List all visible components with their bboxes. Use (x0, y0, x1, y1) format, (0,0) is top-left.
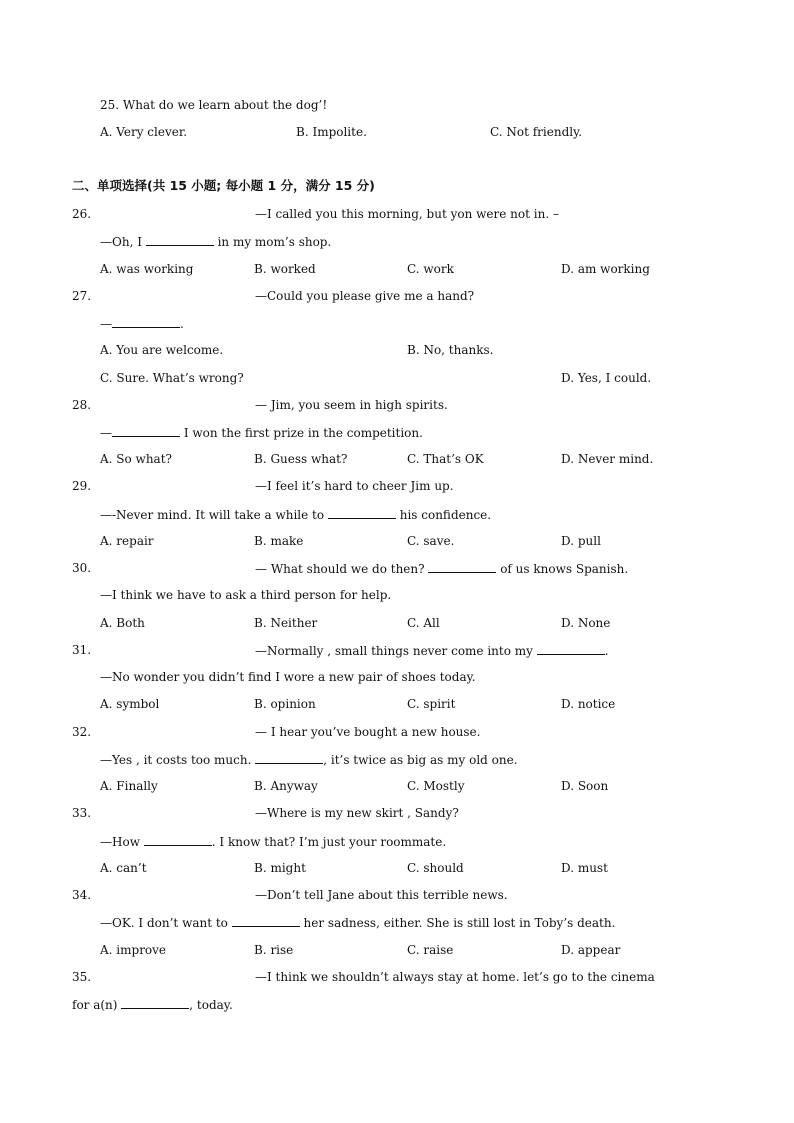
option-d: D. notice (561, 697, 616, 711)
response-text-before: —OK. I don’t want to (100, 916, 232, 930)
question-response: —I think we have to ask a third person for help. (100, 588, 392, 602)
question-response (100, 315, 184, 332)
prompt-text-after: of us knows Spanish. (496, 562, 629, 576)
question-number: 30. (72, 561, 92, 575)
response-text-after: . I know that? I’m just your roommate. (211, 835, 447, 849)
question-response (72, 996, 233, 1013)
option-b: B. Neither (254, 616, 318, 630)
answer-blank (328, 506, 396, 519)
question-number: 28. (72, 398, 92, 412)
answer-blank (112, 315, 180, 328)
option-d: D. pull (561, 534, 601, 548)
response-text-after: . (180, 317, 184, 331)
response-text-after: I won the first prize in the competition. (180, 426, 423, 440)
response-text-before: — (100, 426, 112, 440)
question-response (100, 914, 615, 931)
option-c: C. save. (407, 534, 455, 548)
question-prompt: —Where is my new skirt , Sandy? (255, 806, 459, 820)
response-text-before: — (100, 317, 112, 331)
option-a: A. Finally (100, 779, 158, 793)
q25-option-b: B. Impolite. (296, 125, 367, 139)
option-a: A. Both (100, 616, 145, 630)
option-d: D. appear (561, 943, 621, 957)
question-response (100, 233, 331, 250)
response-text-after: in my mom’s shop. (213, 235, 332, 249)
option-b: B. make (254, 534, 304, 548)
option-d: D. Soon (561, 779, 609, 793)
response-text-after: her sadness, either. She is still lost in Toby’s death. (299, 916, 616, 930)
question-number: 27. (72, 289, 92, 303)
option-a: A. symbol (100, 697, 160, 711)
option-c: C. spirit (407, 697, 456, 711)
option-c: C. That’s OK (407, 452, 484, 466)
option-a: A. improve (100, 943, 167, 957)
q25-option-a: A. Very clever. (100, 125, 188, 139)
option-c: C. should (407, 861, 464, 875)
question-response (100, 751, 518, 768)
response-text-after: his confidence. (395, 508, 492, 522)
option-d: D. Never mind. (561, 452, 654, 466)
option-b: B. No, thanks. (407, 343, 494, 357)
question-response (100, 424, 423, 441)
answer-blank (144, 833, 212, 846)
option-a: A. You are welcome. (100, 343, 224, 357)
question-response (100, 506, 491, 523)
question-number: 35. (72, 970, 92, 984)
question-prompt: —I feel it’s hard to cheer Jim up. (255, 479, 454, 493)
response-text-after: , today. (189, 998, 233, 1012)
question-prompt: —I think we shouldn’t always stay at home. let’s go to the cinema (255, 970, 655, 984)
option-a: A. repair (100, 534, 154, 548)
question-response (100, 833, 446, 850)
question-prompt (255, 642, 609, 659)
option-c: C. Sure. What’s wrong? (100, 371, 244, 385)
option-d: D. am working (561, 262, 650, 276)
question-prompt: — I hear you’ve bought a new house. (255, 725, 481, 739)
answer-blank (537, 642, 605, 655)
question-25-text: 25. What do we learn about the dog’! (100, 98, 328, 112)
answer-blank (146, 233, 214, 246)
option-a: A. was working (100, 262, 194, 276)
question-prompt: —Don’t tell Jane about this terrible news. (255, 888, 508, 902)
section-heading: 二、单项选择(共 15 小题; 每小题 1 分，满分 15 分) (72, 178, 375, 193)
prompt-text-after: . (604, 644, 609, 658)
answer-blank (232, 914, 300, 927)
option-b: B. Anyway (254, 779, 318, 793)
response-text-before: —How (100, 835, 144, 849)
option-d: D. must (561, 861, 608, 875)
option-b: B. might (254, 861, 306, 875)
q25-option-c: C. Not friendly. (490, 125, 583, 139)
option-c: C. Mostly (407, 779, 465, 793)
response-text-before: —Yes , it costs too much. (100, 753, 256, 767)
option-c: C. work (407, 262, 454, 276)
prompt-text-before: —Normally , small things never come into my (255, 644, 537, 658)
response-text-after: , it’s twice as big as my old one. (323, 753, 518, 767)
option-a: A. So what? (100, 452, 172, 466)
question-prompt: —Could you please give me a hand? (255, 289, 475, 303)
response-text-before: for a(n) (72, 998, 122, 1012)
option-c: C. raise (407, 943, 454, 957)
question-prompt: — Jim, you seem in high spirits. (255, 398, 448, 412)
response-text-before: —-Never mind. It will take a while to (100, 508, 328, 522)
option-d: D. Yes, I could. (561, 371, 652, 385)
response-text-before: —Oh, I (100, 235, 146, 249)
prompt-text-before: — What should we do then? (255, 562, 429, 576)
question-number: 29. (72, 479, 92, 493)
question-number: 33. (72, 806, 92, 820)
answer-blank (255, 751, 323, 764)
option-b: B. worked (254, 262, 316, 276)
question-response: —No wonder you didn’t find I wore a new pair of shoes today. (100, 670, 476, 684)
question-number: 34. (72, 888, 92, 902)
option-b: B. Guess what? (254, 452, 348, 466)
question-number: 32. (72, 725, 92, 739)
option-b: B. rise (254, 943, 294, 957)
question-prompt (255, 560, 628, 577)
option-a: A. can’t (100, 861, 147, 875)
option-d: D. None (561, 616, 611, 630)
answer-blank (112, 424, 180, 437)
question-prompt: —I called you this morning, but yon were not in. – (255, 207, 559, 221)
answer-blank (428, 560, 496, 573)
question-number: 26. (72, 207, 92, 221)
option-c: C. All (407, 616, 440, 630)
option-b: B. opinion (254, 697, 316, 711)
question-number: 31. (72, 643, 92, 657)
answer-blank (121, 996, 189, 1009)
